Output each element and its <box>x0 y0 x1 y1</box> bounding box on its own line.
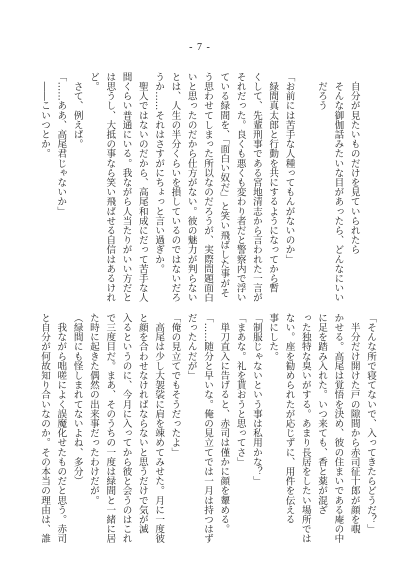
upper-tier <box>34 72 378 304</box>
text-line: とは、人生の半分くらいを損しているのではないだろ <box>169 72 181 303</box>
text-line: 半分だけ開けた戸の隙間から赤司征十郎が顔を覗 <box>348 313 360 534</box>
text-line: 間くらい普通にいる。我ながら人当たりがいい方だと <box>120 72 132 303</box>
text-line: 我ながら咄嗟によく誤魔化せたものだと思う。赤司 <box>55 313 67 544</box>
text-line: 「……ああ、高尾君じゃないか」 <box>55 72 67 216</box>
text-line: う思わせてしまった所以なのだろうが、実際問題面白 <box>202 72 214 303</box>
epigraph-line: 自分が見たいものだけを見ていられたら <box>348 72 360 255</box>
text-line: 「お前には苦手な人種ってもんがないのか」 <box>283 72 295 264</box>
text-line: うか……それはさすがにちょっと言い過ぎか。 <box>153 72 165 274</box>
blank-line <box>297 72 313 304</box>
text-line: さて、例えば。 <box>71 72 83 149</box>
text-line: 「そんな所で寝てないで、入ってきたらどうだ？」 <box>365 313 376 534</box>
text-line: た時に起きた偶然の出来事だったわけだが。 <box>87 313 99 505</box>
text-line: それだった。良くも悪くも変わり者だと警察内で浮い <box>234 72 246 303</box>
text-line: 緑間真太郎と行動を共にするようになってから暫 <box>267 72 279 293</box>
text-line: 高尾は少し大袈裟に肩を竦めてみせた。月に一度彼 <box>153 313 165 544</box>
text-line: に足を踏み入れた。いつ来ても、香と薬が混ざ <box>316 313 328 515</box>
epigraph-line: だろう <box>316 72 328 111</box>
text-line: 入るというのに、今月に入ってから彼と会うのはこれ <box>120 313 132 544</box>
text-line: で三度目だ。まあ、そのうちの一度は緑間と一緒に居 <box>104 313 116 544</box>
text-line: くして、先輩刑事である宮地清志から言われた一言が <box>250 72 262 303</box>
text-line: ている緑間を、「面白い奴だ」と笑い飛ばした事がそ <box>218 72 230 298</box>
text-line: 聖人ではないのだから、高尾和成にだって苦手な人 <box>136 72 148 303</box>
text-line: だったんだが」 <box>185 313 197 381</box>
text-line: った独特な臭いがする。あまり長居をしたい場所では <box>299 313 311 544</box>
text-line: 事にした。 <box>267 313 279 361</box>
text-line: ない。座を勧められたが応じずに、用件を伝える <box>283 313 295 525</box>
text-line: と顔を合わせなければならないと思うだけで気が滅 <box>136 313 148 534</box>
blank-line <box>362 72 378 304</box>
text-line: かせる。高尾は覚悟を決め、彼の住まいである庵の中 <box>332 313 344 544</box>
page-number: - 7 - <box>189 42 211 53</box>
text-line: ――こいつとか。 <box>39 72 51 159</box>
text-line: 「制服じゃないという事は私用かな？」 <box>250 313 262 486</box>
text-line: と自分が何故知り合いなのか。その本当の理由は、誰 <box>39 313 51 544</box>
text-line: は思うし、大抵の事なら笑い飛ばせる自信はあるけれ <box>104 72 116 303</box>
upper-tier-body <box>36 72 297 304</box>
text-line: 単刀直入に告げると、赤司は僅かに顔を顰める。 <box>218 313 230 534</box>
text-line: いと思ったのだから仕方がない。彼の魅力が判らない <box>185 72 197 303</box>
text-line: 「……随分と早いな。俺の見立てでは一月は持つはず <box>202 313 214 544</box>
epigraph-line: そんな御伽話みたいな目があったら、どんなにいい <box>332 72 344 303</box>
epigraph <box>313 72 362 304</box>
lower-tier <box>34 313 378 545</box>
text-line: ど。 <box>87 72 99 92</box>
text-line: 「俺の見立てでもそうだったよ」 <box>169 313 181 457</box>
text-line: （緑間にも怪しまれてないよね、多分） <box>71 313 83 486</box>
lower-tier-body <box>36 313 378 545</box>
text-line: 「まあな。礼を貰おうと思ってさ」 <box>234 313 246 467</box>
